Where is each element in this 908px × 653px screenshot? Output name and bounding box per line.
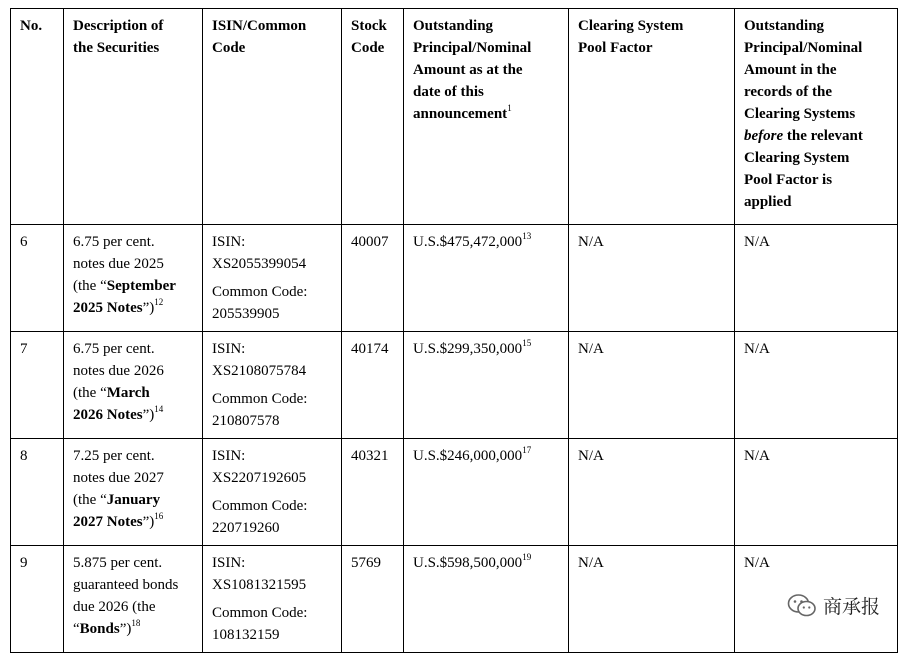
securities-table [10, 8, 898, 653]
cell-records-amount: N/A [735, 546, 898, 653]
header-stock-code: Stock Code [342, 9, 404, 225]
header-pool-factor: Clearing System Pool Factor [569, 9, 735, 225]
cell-no: 7 [11, 332, 64, 439]
header-row [11, 9, 898, 225]
cell-amount: U.S.$246,000,000$^{17}$ [404, 439, 569, 546]
cell-stock-code: 40174 [342, 332, 404, 439]
cell-isin: ISIN: XS2108075784 Common Code: 210807578 [203, 332, 342, 439]
header-no: No. [11, 9, 64, 225]
table-row [11, 332, 898, 439]
cell-stock-code: 40321 [342, 439, 404, 546]
cell-records-amount: N/A [735, 332, 898, 439]
table-row [11, 439, 898, 546]
cell-amount: U.S.$299,350,000$^{15}$ [404, 332, 569, 439]
cell-description: 6.75 per cent. notes due 2025 (the “September 2025 Notes”)$^{12}$ [64, 225, 203, 332]
table-row [11, 546, 898, 653]
cell-isin: ISIN: XS1081321595 Common Code: 108132159 [203, 546, 342, 653]
cell-stock-code: 40007 [342, 225, 404, 332]
watermark-text: 商承报 [822, 596, 880, 618]
cell-pool-factor: N/A [569, 225, 735, 332]
cell-amount: U.S.$475,472,000$^{13}$ [404, 225, 569, 332]
header-isin: ISIN/Common Code [203, 9, 342, 225]
cell-records-amount: N/A [735, 225, 898, 332]
header-description: Description of the Securities [64, 9, 203, 225]
cell-no: 6 [11, 225, 64, 332]
watermark [787, 592, 880, 619]
table-row [11, 225, 898, 332]
header-outstanding: Outstanding Principal/Nominal Amount as at the date of this announcement$^1$ [404, 9, 569, 225]
cell-pool-factor: N/A [569, 332, 735, 439]
cell-description: 7.25 per cent. notes due 2027 (the “January 2027 Notes”)$^{16}$ [64, 439, 203, 546]
cell-isin: ISIN: XS2207192605 Common Code: 220719260 [203, 439, 342, 546]
cell-no: 9 [11, 546, 64, 653]
cell-amount: U.S.$598,500,000$^{19}$ [404, 546, 569, 653]
footnote-marker: 1 [507, 103, 512, 113]
cell-no: 8 [11, 439, 64, 546]
cell-pool-factor: N/A [569, 439, 735, 546]
cell-description: 6.75 per cent. notes due 2026 (the “March 2026 Notes”)$^{14}$ [64, 332, 203, 439]
cell-stock-code: 5769 [342, 546, 404, 653]
cell-records-amount: N/A [735, 439, 898, 546]
wechat-icon [787, 593, 817, 619]
cell-isin: ISIN: XS2055399054 Common Code: 205539905 [203, 225, 342, 332]
cell-description: 5.875 per cent. guaranteed bonds due 2026 (the “Bonds”)$^{18}$ [64, 546, 203, 653]
cell-pool-factor: N/A [569, 546, 735, 653]
header-records-amount: Outstanding Principal/Nominal Amount in the records of the Clearing Systems before the relevant Clearing System Pool Factor is applied [735, 9, 898, 225]
